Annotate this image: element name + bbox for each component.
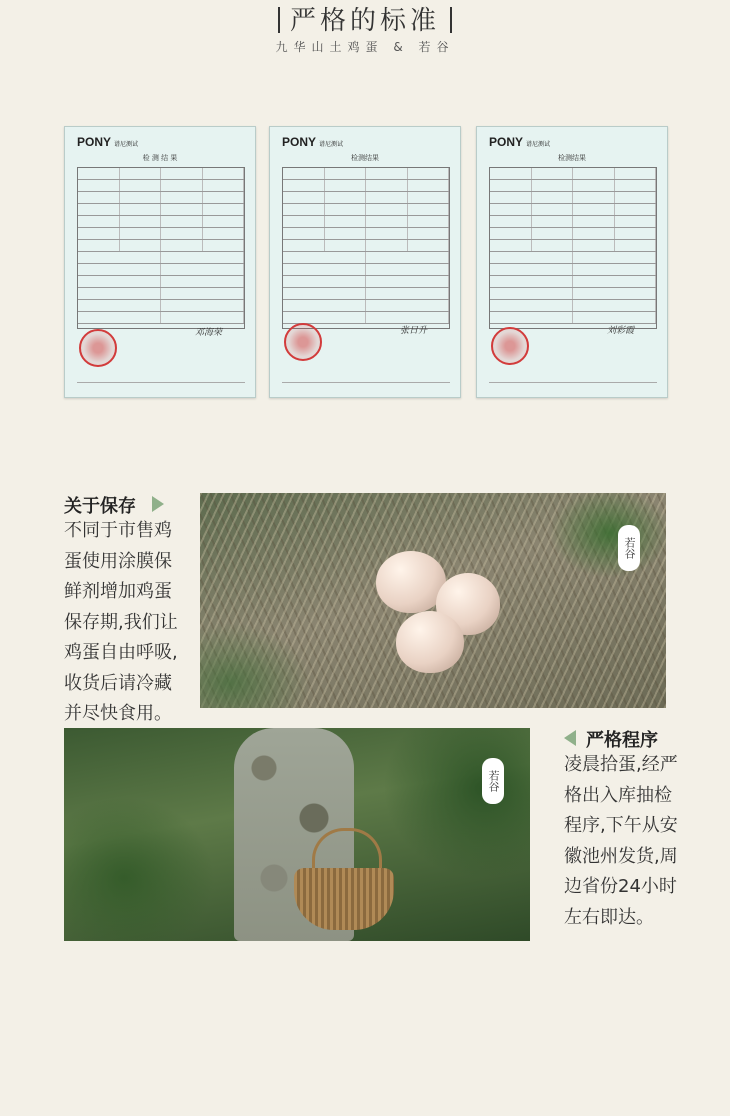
test-report-2	[269, 126, 461, 398]
red-seal-stamp	[491, 327, 529, 365]
test-report-1	[64, 126, 256, 398]
report-brand: PONY 谱尼测试	[489, 135, 551, 149]
report-table	[489, 167, 657, 329]
storage-text: 不同于市售鸡 蛋使用涂膜保 鲜剂增加鸡蛋 保存期,我们让 鸡蛋自由呼吸, 收货后请冷藏 并尽快食用。	[64, 520, 178, 724]
triangle-left-icon	[564, 730, 576, 746]
storage-title: 关于保存	[64, 496, 136, 517]
red-seal-stamp	[284, 323, 322, 361]
signature: 张日升	[400, 326, 428, 336]
signature: 邓海荣	[195, 328, 223, 338]
test-report-3	[476, 126, 668, 398]
report-table	[282, 167, 450, 329]
egg	[396, 611, 464, 673]
egg-basket	[294, 868, 394, 930]
page-title	[0, 0, 730, 37]
report-footer	[77, 382, 245, 391]
egg-picker-photo	[64, 728, 530, 941]
red-seal-stamp	[79, 329, 117, 367]
page-subtitle: 九华山土鸡蛋 & 若谷	[275, 40, 455, 54]
brand-badge: 若谷	[482, 758, 504, 804]
title-bar-left	[278, 7, 280, 33]
eggs-nest-photo	[200, 493, 666, 708]
signature: 刘彩霞	[607, 326, 635, 336]
report-footer	[489, 382, 657, 391]
report-brand: PONY 谱尼测试	[77, 135, 139, 149]
process-text: 凌晨拾蛋,经严 格出入库抽检 程序,下午从安 徽池州发货,周 边省份24小时 左右即达。	[564, 754, 678, 928]
report-footer	[282, 382, 450, 391]
report-brand: PONY 谱尼测试	[282, 135, 344, 149]
report-heading: 检测结果	[351, 154, 379, 162]
report-table	[77, 167, 245, 329]
title-bar-right	[450, 7, 452, 33]
report-heading: 检测结果	[558, 154, 586, 162]
process-title: 严格程序	[586, 730, 658, 751]
page-title-text: 严格的标准	[289, 6, 440, 36]
report-heading: 检 测 结 果	[142, 154, 178, 162]
brand-badge: 若谷	[618, 525, 640, 571]
triangle-right-icon	[152, 496, 164, 512]
